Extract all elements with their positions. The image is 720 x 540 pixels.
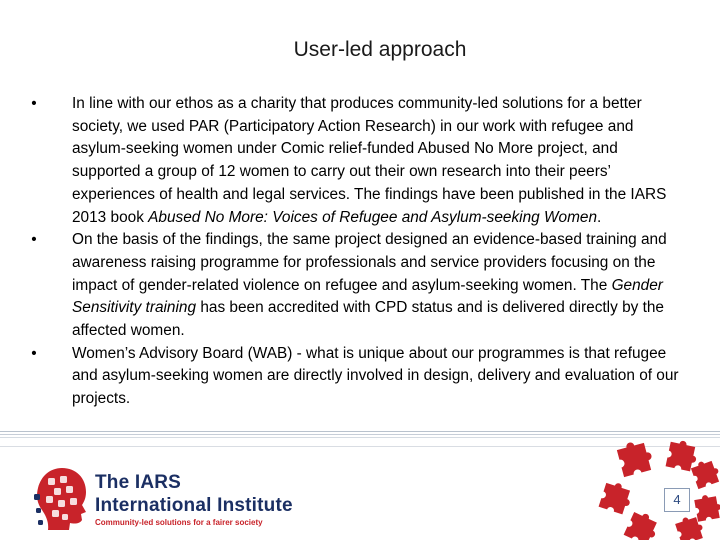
book-title: Abused No More: Voices of Refugee and Asylum-seeking Women (148, 208, 598, 226)
bullet-text: In line with our ethos as a charity that produces community-led solutions for a better society, we used PAR (Participatory Action Research) in our work with refugee and asylum-seeking women under Comic relief-funded Abused No More project, and supported a group of 12 women to carry out their own research into their peers’ experiences of health and legal services. The findings have been published in the IARS 2013 book (72, 95, 667, 226)
page-number: 4 (664, 488, 690, 512)
bullet-marker: • (31, 231, 37, 249)
training-name: Gender Sensitivity training (72, 276, 663, 317)
logo-title-line1: The IARS (95, 472, 182, 493)
logo-tagline: Community-led solutions for a fairer society (95, 518, 263, 527)
bullet-text: On the basis of the findings, the same project designed an evidence-based training and awareness raising programme for professionals and service providers focusing on the impact of gender-related violence on refugee and asylum-seeking women. The (72, 231, 667, 294)
bullet-item (28, 93, 688, 229)
bullet-list (28, 93, 688, 411)
bullet-marker: • (31, 344, 37, 362)
slide-title: User-led approach (293, 38, 467, 61)
puzzle-pieces-icon (598, 440, 720, 540)
iars-head-logo-icon (32, 464, 92, 532)
bullet-marker: • (31, 95, 37, 112)
footer-divider (0, 431, 720, 439)
bullet-text-end: . (597, 208, 602, 226)
bullet-item (28, 229, 688, 343)
bullet-item (28, 343, 688, 411)
logo-title-line2: International Institute (95, 495, 293, 516)
bullet-text-end: has been accredited with CPD status and is delivered directly by the affected women. (72, 299, 664, 340)
bullet-text: Women’s Advisory Board (WAB) - what is unique about our programmes is that refugee and asylum-seeking women are directly involved in design, delivery and evaluation of our projects. (72, 344, 679, 408)
